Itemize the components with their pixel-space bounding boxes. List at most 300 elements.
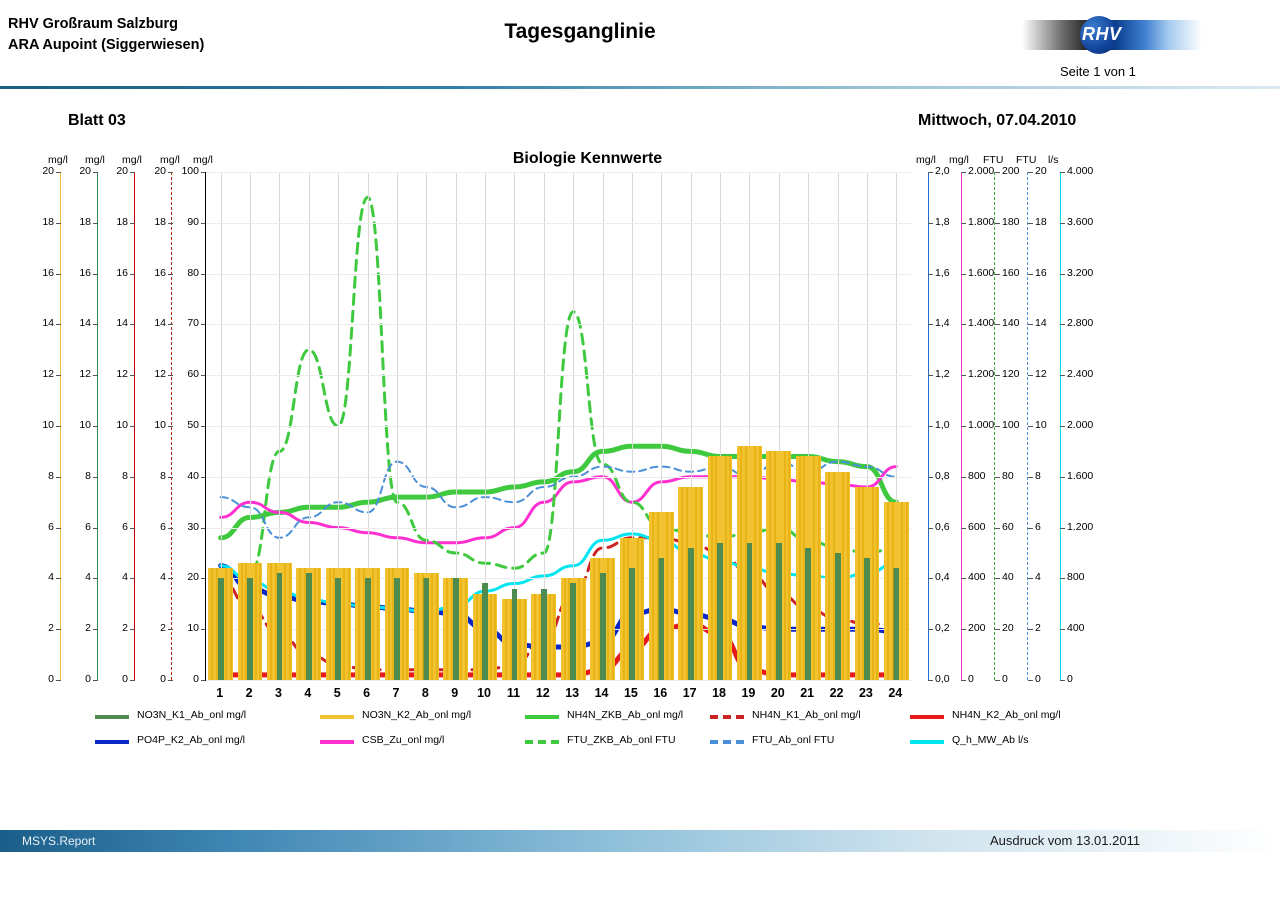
bar-hatch (275, 563, 277, 680)
axis-tick (1028, 324, 1033, 325)
axis-tick (928, 426, 933, 427)
axis-tick (56, 680, 61, 681)
bar-no3n-k1 (482, 583, 488, 680)
axis-tick-label: 1.200 (1067, 520, 1094, 533)
bar-hatch (524, 599, 526, 680)
axis-tick (1028, 680, 1033, 681)
axis-tick (93, 680, 98, 681)
axis-tick (995, 680, 1000, 681)
axis-tick (130, 223, 135, 224)
legend-label: NH4N_K1_Ab_onl mg/l (752, 709, 861, 721)
bar-hatch (211, 568, 213, 680)
axis-tick-label: 0,0 (935, 673, 950, 685)
bar-hatch (906, 502, 908, 680)
legend-swatch (320, 740, 354, 744)
legend-swatch (710, 715, 744, 719)
axis-tick-label: 10 (79, 419, 91, 431)
bar-no3n-k1 (453, 578, 459, 680)
value-axis (42, 154, 68, 685)
bar-hatch (725, 456, 727, 680)
axis-unit-label: mg/l (122, 154, 142, 166)
axis-tick-label: 3.200 (1067, 266, 1094, 279)
axis-tick-label: 20 (116, 165, 128, 177)
bar-hatch (510, 599, 512, 680)
axis-tick (928, 578, 933, 579)
axis-tick (93, 477, 98, 478)
bar-no3n-k1 (365, 578, 371, 680)
bar-hatch (788, 451, 790, 680)
axis-tick-label: 20 (154, 165, 166, 177)
axis-tick (93, 528, 98, 529)
axis-unit-label: mg/l (160, 154, 180, 166)
legend-label: PO4P_K2_Ab_onl mg/l (137, 734, 245, 746)
axis-tick-label: 6 (160, 520, 166, 533)
axis-tick (130, 680, 135, 681)
axis-tick-label: 20 (79, 165, 91, 177)
x-tick-label: 5 (333, 686, 341, 700)
value-axis (1016, 154, 1047, 685)
bar-no3n-k1 (570, 583, 576, 680)
axis-tick (995, 274, 1000, 275)
axis-tick-label: 2,0 (935, 165, 950, 177)
x-tick-label: 4 (304, 686, 312, 700)
bar-hatch (740, 446, 742, 680)
axis-tick-label: 600 (968, 520, 986, 533)
axis-tick (1060, 528, 1065, 529)
bar-hatch (892, 502, 894, 680)
axis-unit-label: mg/l (949, 154, 969, 166)
bar-hatch (887, 502, 889, 680)
bar-hatch (363, 568, 365, 680)
bar-hatch (446, 578, 448, 680)
bar-hatch (549, 594, 551, 680)
bar-hatch (245, 563, 247, 680)
bar-hatch (847, 472, 849, 680)
grid-line-horizontal (206, 426, 911, 427)
date-label: Mittwoch, 07.04.2010 (918, 112, 1077, 129)
bar-hatch (627, 538, 629, 680)
bar-no3n-k1 (512, 589, 518, 680)
header-divider (0, 86, 1280, 89)
bar-no3n-k1 (717, 543, 723, 680)
legend-label: NH4N_ZKB_Ab_onl mg/l (567, 709, 684, 721)
axis-tick (1060, 172, 1065, 173)
axis-tick (56, 426, 61, 427)
bar-no3n-k1 (306, 573, 312, 680)
axis-tick-label: 0 (85, 673, 91, 685)
legend-label: CSB_Zu_onl mg/l (362, 734, 445, 746)
axis-tick-label: 12 (79, 368, 91, 381)
axis-tick (130, 426, 135, 427)
axis-tick-label: 2 (48, 622, 54, 635)
axis-tick (928, 629, 933, 630)
bar-hatch (583, 578, 585, 680)
x-tick-label: 17 (682, 686, 697, 700)
footer-print-date: Ausdruck vom 13.01.2011 (990, 833, 1141, 848)
axis-tick-label: 8 (160, 469, 166, 482)
axis-tick-label: 800 (1067, 571, 1085, 584)
grid-line-horizontal (206, 375, 911, 376)
bar-hatch (270, 563, 272, 680)
axis-tick-label: 2.000 (1067, 419, 1094, 431)
axis-tick-label: 2 (160, 622, 166, 635)
x-tick-label: 16 (653, 686, 668, 700)
bar-hatch (641, 538, 643, 680)
axis-unit-label: FTU (983, 154, 1004, 166)
legend-swatch (910, 715, 944, 719)
axis-tick (961, 172, 966, 173)
axis-tick (168, 528, 173, 529)
axis-tick (130, 629, 135, 630)
grid-line-horizontal (206, 324, 911, 325)
bar-hatch (828, 472, 830, 680)
axis-tick-label: 1.800 (968, 215, 995, 228)
axis-tick-label: 0 (160, 673, 166, 685)
bar-hatch (876, 487, 878, 680)
bar-hatch (553, 594, 555, 680)
axis-unit-label: l/s (1048, 154, 1059, 166)
axis-tick (961, 477, 966, 478)
axis-tick-label: 0,4 (935, 571, 950, 584)
axis-tick (168, 578, 173, 579)
axis-tick-label: 0 (48, 673, 54, 685)
bar-hatch (431, 573, 433, 680)
axis-tick-label: 100 (1002, 419, 1020, 431)
bar-hatch (700, 487, 702, 680)
bar-no3n-k1 (776, 543, 782, 680)
axis-tick-label: 0 (968, 673, 974, 685)
legend-swatch (910, 740, 944, 744)
axis-tick-label: 20 (42, 165, 54, 177)
axis-tick-label: 140 (1002, 317, 1020, 330)
bar-hatch (759, 446, 761, 680)
axis-tick-label: 40 (187, 469, 199, 482)
axis-tick-label: 800 (968, 469, 986, 482)
axis-tick (928, 274, 933, 275)
bar-hatch (612, 558, 614, 680)
bar-hatch (715, 456, 717, 680)
x-tick-label: 14 (594, 686, 609, 700)
axis-tick-label: 2.000 (968, 165, 995, 177)
bar-hatch (422, 573, 424, 680)
axis-tick-label: 50 (187, 419, 199, 431)
bar-no3n-k1 (658, 558, 664, 680)
bar-hatch (505, 599, 507, 680)
value-axis (79, 154, 105, 685)
axis-tick-label: 2 (122, 622, 128, 635)
grid-line-horizontal (206, 223, 911, 224)
bar-hatch (858, 487, 860, 680)
axis-tick (93, 629, 98, 630)
bar-hatch (241, 563, 243, 680)
x-tick-label: 12 (535, 686, 550, 700)
axis-tick-label: 14 (42, 317, 54, 330)
bar-hatch (818, 456, 820, 680)
axis-tick (961, 274, 966, 275)
bar-hatch (598, 558, 600, 680)
bar-hatch (259, 563, 261, 680)
bar-hatch (289, 563, 291, 680)
axis-tick (1060, 477, 1065, 478)
axis-tick (928, 477, 933, 478)
axis-tick-label: 1.200 (968, 368, 995, 381)
axis-tick (130, 477, 135, 478)
bar-no3n-k1 (688, 548, 694, 680)
axis-tick-label: 16 (154, 266, 166, 279)
axis-unit-label: mg/l (48, 154, 68, 166)
bar-hatch (519, 599, 521, 680)
value-axis (154, 154, 180, 685)
bar-hatch (681, 487, 683, 680)
axis-tick (1028, 274, 1033, 275)
axis-tick-label: 10 (42, 419, 54, 431)
axis-tick-label: 40 (1002, 571, 1014, 584)
axis-tick-label: 4 (1035, 571, 1041, 584)
bar-hatch (534, 594, 536, 680)
value-axis (1048, 154, 1094, 685)
axis-tick (130, 274, 135, 275)
axis-tick-label: 1.400 (968, 317, 995, 330)
axis-tick (928, 680, 933, 681)
axis-tick-label: 1,8 (935, 215, 950, 228)
x-tick-label: 7 (392, 686, 400, 700)
legend-label: Q_h_MW_Ab l/s (952, 734, 1029, 746)
bar-hatch (318, 568, 320, 680)
axis-tick (56, 375, 61, 376)
bar-hatch (657, 512, 659, 680)
bar-no3n-k1 (247, 578, 253, 680)
axis-tick (130, 578, 135, 579)
axis-tick-label: 2 (1035, 622, 1041, 635)
bar-hatch (358, 568, 360, 680)
axis-tick-label: 100 (181, 165, 199, 177)
axis-tick (93, 324, 98, 325)
axis-tick (168, 274, 173, 275)
bar-hatch (216, 568, 218, 680)
axis-tick-label: 0 (193, 673, 199, 685)
bar-no3n-k1 (277, 573, 283, 680)
bar-hatch (652, 512, 654, 680)
value-axis (983, 154, 1020, 685)
bar-hatch (578, 578, 580, 680)
axis-tick (928, 324, 933, 325)
axis-tick (1028, 578, 1033, 579)
bar-no3n-k1 (335, 578, 341, 680)
axis-tick (168, 629, 173, 630)
logo-label: RHV (1082, 24, 1122, 44)
axis-tick-label: 10 (116, 419, 128, 431)
axis-tick (168, 223, 173, 224)
bar-no3n-k1 (629, 568, 635, 680)
bar-hatch (568, 578, 570, 680)
footer-app-name: MSYS.Report (22, 834, 96, 848)
bar-hatch (417, 573, 419, 680)
axis-tick-label: 2 (85, 622, 91, 635)
rhv-logo (1022, 16, 1202, 54)
axis-tick-label: 18 (116, 215, 128, 228)
grid-line-horizontal (206, 680, 911, 681)
bar-hatch (774, 451, 776, 680)
axis-tick-label: 1.600 (968, 266, 995, 279)
axis-tick (93, 274, 98, 275)
axis-tick-label: 6 (122, 520, 128, 533)
bar-no3n-k1 (893, 568, 899, 680)
axis-tick (1028, 528, 1033, 529)
bar-hatch (299, 568, 301, 680)
axis-tick-label: 2.400 (1067, 368, 1094, 381)
axis-tick-label: 12 (116, 368, 128, 381)
bar-hatch (284, 563, 286, 680)
axis-tick-label: 0 (1067, 673, 1073, 685)
bar-hatch (333, 568, 335, 680)
axis-tick-label: 12 (1035, 368, 1047, 381)
bar-hatch (666, 512, 668, 680)
x-tick-label: 18 (712, 686, 727, 700)
legend-label: NO3N_K1_Ab_onl mg/l (137, 709, 247, 721)
bar-hatch (901, 502, 903, 680)
chart-title: Biologie Kennwerte (512, 150, 663, 167)
axis-tick-label: 12 (42, 368, 54, 381)
axis-tick (1028, 375, 1033, 376)
axis-tick-label: 10 (154, 419, 166, 431)
axis-tick-label: 4.000 (1067, 165, 1094, 177)
axis-tick (1060, 680, 1065, 681)
axis-tick (1060, 629, 1065, 630)
legend-swatch (525, 740, 559, 744)
axis-tick (130, 375, 135, 376)
axis-tick-label: 70 (187, 317, 199, 330)
axis-tick-label: 400 (968, 571, 986, 584)
bar-hatch (769, 451, 771, 680)
axis-tick-label: 1,0 (935, 419, 950, 431)
bar-hatch (392, 568, 394, 680)
axis-tick (93, 375, 98, 376)
axis-tick (961, 223, 966, 224)
legend-swatch (320, 715, 354, 719)
bar-hatch (490, 594, 492, 680)
axis-tick (168, 426, 173, 427)
bar-hatch (494, 594, 496, 680)
bar-hatch (460, 578, 462, 680)
axis-tick (928, 528, 933, 529)
axis-tick-label: 12 (154, 368, 166, 381)
x-tick-label: 11 (506, 686, 521, 700)
axis-tick-label: 6 (48, 520, 54, 533)
x-tick-label: 23 (858, 686, 873, 700)
bar-hatch (465, 578, 467, 680)
bar-hatch (329, 568, 331, 680)
axis-tick (961, 528, 966, 529)
axis-tick-label: 10 (1035, 419, 1047, 431)
axis-unit-label: FTU (1016, 154, 1037, 166)
axis-tick-label: 14 (79, 317, 91, 330)
axis-tick-label: 1,2 (935, 368, 950, 381)
axis-tick (56, 528, 61, 529)
legend-swatch (95, 715, 129, 719)
bar-hatch (745, 446, 747, 680)
bar-hatch (230, 568, 232, 680)
axis-tick-label: 4 (48, 571, 54, 584)
bar-hatch (476, 594, 478, 680)
org-line-1: RHV Großraum Salzburg (8, 16, 178, 32)
axis-tick-label: 18 (1035, 215, 1047, 228)
bar-hatch (539, 594, 541, 680)
axis-tick (995, 172, 1000, 173)
axis-tick (995, 477, 1000, 478)
axis-tick-label: 1.000 (968, 419, 995, 431)
axis-tick (961, 426, 966, 427)
chart-plot-area (205, 172, 911, 681)
axis-tick (56, 274, 61, 275)
axis-tick (928, 223, 933, 224)
axis-tick (168, 477, 173, 478)
bar-hatch (304, 568, 306, 680)
axis-tick-label: 4 (122, 571, 128, 584)
bar-no3n-k1 (394, 578, 400, 680)
axis-tick (168, 680, 173, 681)
bar-hatch (436, 573, 438, 680)
axis-tick-label: 18 (42, 215, 54, 228)
axis-tick-label: 20 (1002, 622, 1014, 635)
grid-line-horizontal (206, 172, 911, 173)
axis-unit-label: mg/l (916, 154, 936, 166)
bar-hatch (451, 578, 453, 680)
bar-hatch (348, 568, 350, 680)
axis-tick-label: 14 (116, 317, 128, 330)
axis-tick (1060, 426, 1065, 427)
axis-tick-label: 8 (1035, 469, 1041, 482)
axis-tick-label: 14 (1035, 317, 1047, 330)
axis-tick (1060, 375, 1065, 376)
x-tick-label: 24 (888, 686, 903, 700)
axis-tick-label: 0,8 (935, 469, 950, 482)
axis-tick (1028, 172, 1033, 173)
axis-tick-label: 0,2 (935, 622, 950, 635)
axis-tick (93, 172, 98, 173)
value-axis (116, 154, 142, 685)
axis-tick (928, 172, 933, 173)
bar-no3n-k1 (541, 589, 547, 680)
axis-tick (56, 324, 61, 325)
axis-tick (56, 578, 61, 579)
axis-tick-label: 80 (1002, 469, 1014, 482)
bar-hatch (754, 446, 756, 680)
axis-tick (995, 375, 1000, 376)
axis-tick (961, 578, 966, 579)
axis-tick-label: 90 (187, 215, 199, 228)
axis-tick-label: 4 (160, 571, 166, 584)
page-title: Tagesganglinie (504, 20, 656, 43)
axis-tick-label: 1.600 (1067, 469, 1094, 482)
value-axis (916, 154, 950, 685)
axis-tick (130, 324, 135, 325)
axis-tick-label: 3.600 (1067, 215, 1094, 228)
axis-tick-label: 10 (187, 622, 199, 635)
legend-label: FTU_Ab_onl FTU (752, 734, 835, 746)
axis-tick (1060, 274, 1065, 275)
axis-unit-label: mg/l (85, 154, 105, 166)
axis-tick-label: 180 (1002, 215, 1020, 228)
axis-tick-label: 18 (79, 215, 91, 228)
bar-no3n-k1 (423, 578, 429, 680)
axis-tick-label: 6 (85, 520, 91, 533)
axis-tick-label: 8 (122, 469, 128, 482)
bar-hatch (637, 538, 639, 680)
axis-tick-label: 20 (187, 571, 199, 584)
x-tick-label: 20 (770, 686, 785, 700)
bar-hatch (803, 456, 805, 680)
axis-tick-label: 1,6 (935, 266, 950, 279)
